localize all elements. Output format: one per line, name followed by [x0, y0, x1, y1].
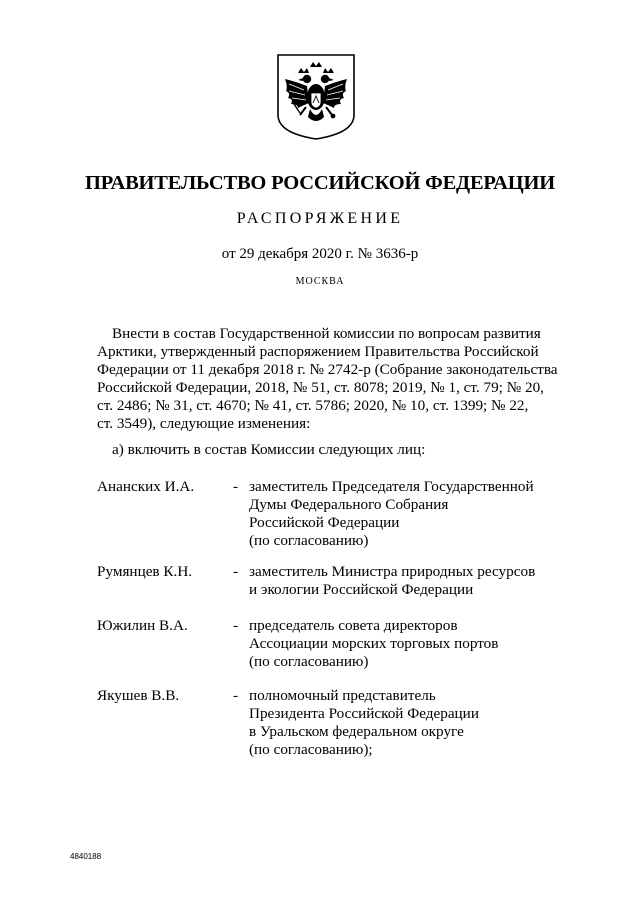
member-role	[249, 617, 498, 671]
member-role	[249, 478, 534, 550]
member-name: Якушев В.В.	[97, 687, 180, 704]
intro-line: Российской Федерации, 2018, № 51, ст. 8078; 2019, № 1, ст. 79; № 20,	[97, 379, 544, 396]
member-role-line: и экологии Российской Федерации	[249, 581, 474, 598]
member-dash: -	[233, 687, 239, 704]
member-name: Южилин В.А.	[97, 617, 188, 634]
member-dash: -	[233, 563, 239, 580]
member-name: Ананских И.А.	[97, 478, 195, 495]
member-role-line: Думы Федерального Собрания	[249, 496, 449, 513]
member-role-line: Российской Федерации	[249, 514, 400, 531]
intro-line: ст. 3549), следующие изменения:	[97, 415, 311, 432]
member-role-line: Президента Российской Федерации	[249, 705, 479, 722]
document-code: 4840188	[70, 852, 102, 861]
member-role-line: (по согласованию)	[249, 532, 369, 549]
member-dash: -	[233, 478, 239, 495]
member-role-line: в Уральском федеральном округе	[249, 723, 464, 740]
member-role-line: председатель совета директоров	[249, 617, 458, 634]
include-members-line: а) включить в состав Комиссии следующих лиц:	[112, 441, 426, 458]
document-type: РАСПОРЯЖЕНИЕ	[236, 210, 404, 227]
member-role-line: Ассоциации морских торговых портов	[249, 635, 499, 652]
member-role	[249, 563, 535, 599]
member-role-line: полномочный представитель	[249, 687, 436, 704]
government-title: ПРАВИТЕЛЬСТВО РОССИЙСКОЙ ФЕДЕРАЦИИ	[85, 172, 555, 194]
member-role-line: заместитель Министра природных ресурсов	[249, 563, 536, 580]
member-name: Румянцев К.Н.	[97, 563, 193, 580]
document-date-number: от 29 декабря 2020 г. № 3636-р	[221, 246, 419, 262]
intro-line: Федерации от 11 декабря 2018 г. № 2742-р (Собрание законодательства	[97, 361, 558, 378]
coat-of-arms-emblem-icon	[276, 53, 356, 141]
document-city: МОСКВА	[295, 276, 345, 287]
member-role	[249, 687, 479, 759]
member-role-line: (по согласованию);	[249, 741, 373, 758]
member-role-line: заместитель Председателя Государственной	[249, 478, 534, 495]
intro-line: ст. 2486; № 31, ст. 4670; № 41, ст. 5786; 2020, № 10, ст. 1399; № 22,	[97, 397, 529, 414]
intro-line: Арктики, утвержденный распоряжением Правительства Российской	[97, 343, 539, 360]
intro-line: Внести в состав Государственной комиссии по вопросам развития	[112, 325, 541, 342]
member-role-line: (по согласованию)	[249, 653, 369, 670]
member-dash: -	[233, 617, 239, 634]
